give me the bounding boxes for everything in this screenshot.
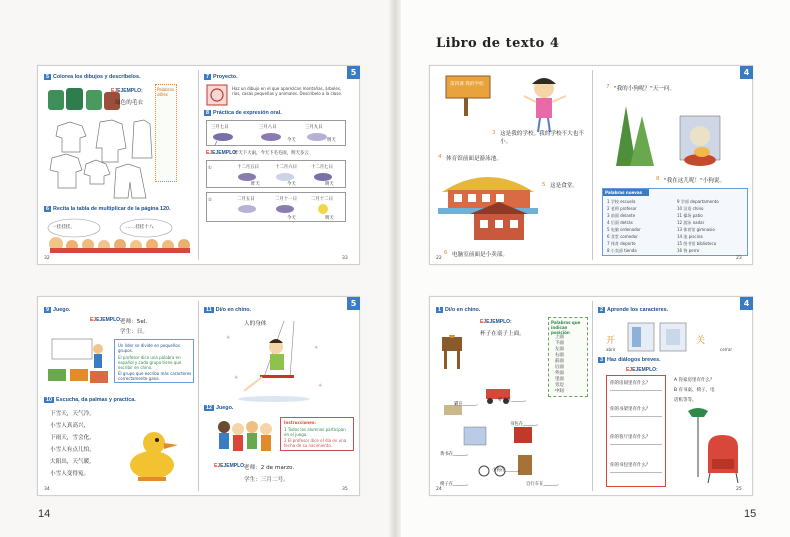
weather-label: 今天 bbox=[287, 216, 296, 221]
section-11-heading: 11 Di/o en chino. bbox=[206, 307, 252, 313]
speech-bubble-2: ……挂挂十八 bbox=[126, 225, 154, 230]
line-6: 电脑室前面是小卖部。 bbox=[452, 252, 508, 258]
vocab-word: 左面 bbox=[555, 347, 564, 352]
open-close-illustrations bbox=[626, 321, 722, 353]
page-number-right: 15 bbox=[744, 508, 757, 520]
dog-and-plants-illustration bbox=[606, 96, 736, 174]
page-number-left: 14 bbox=[38, 508, 51, 520]
vocab-right-4: 13 体育馆 gimnasio bbox=[677, 227, 715, 232]
vocab-word: 前面 bbox=[555, 359, 564, 364]
svg-text:✳: ✳ bbox=[226, 335, 231, 341]
example-text: 绿色的毛衣 bbox=[115, 100, 143, 106]
section-7-heading: 7 Proyecto. bbox=[206, 74, 238, 80]
ejemplo-2-text: 昨天下大雨，今天下毛毛雨，明天多云 bbox=[234, 151, 309, 156]
children-group-illustration bbox=[214, 415, 274, 457]
example-text: 杯子在桌子上面。 bbox=[480, 331, 525, 337]
vocab-right-1: 10 汉语 chino bbox=[677, 206, 704, 211]
blank-3: 书包在______。 bbox=[510, 422, 541, 427]
section-2-heading: 2 Aprende los caracteres. bbox=[600, 307, 669, 313]
vocab-right-3: 12 游泳 nadar bbox=[677, 220, 705, 225]
vocab-word: 上面 bbox=[555, 335, 564, 340]
blank-5: 小狗在______。 bbox=[492, 468, 523, 473]
char-open: 开 bbox=[606, 336, 616, 346]
poem-line-4: 小雪人有点儿怕， bbox=[50, 447, 95, 453]
page-divider bbox=[592, 70, 593, 260]
vocab-right-2: 11 操场 patio bbox=[677, 213, 703, 218]
poem-line-3: 下雨天，雪会化， bbox=[50, 435, 95, 441]
weather-icons-row-1 bbox=[211, 131, 341, 145]
sec6-marker: 6 bbox=[444, 250, 448, 256]
stamp-drawing-icon bbox=[206, 84, 228, 106]
ejemplo-label: EJEJEMPLO: bbox=[111, 88, 143, 94]
calendar-row-3 bbox=[206, 192, 346, 222]
vocab-left-5: 6 食堂 comedor bbox=[607, 234, 638, 239]
thumbnail-top-left bbox=[37, 65, 360, 265]
vocab-box bbox=[155, 84, 177, 182]
thumbnail-bottom-left bbox=[37, 296, 360, 496]
vocab-left-0: 1 学校 escuela bbox=[607, 199, 636, 204]
weather-label: 明天 bbox=[325, 182, 334, 187]
question-4: 你的书包里有什么？ bbox=[610, 463, 651, 468]
classroom-illustration bbox=[46, 337, 110, 387]
ejemplo-label: EJEJEMPLO: bbox=[90, 317, 122, 323]
example-line-2: 学生：日。 bbox=[120, 329, 148, 335]
vocab-title: Palabras que indican posición bbox=[551, 320, 581, 335]
ejemplo-label-2: EJEJEMPLO: bbox=[626, 367, 658, 373]
vocab-left-1: 2 老师 profesor bbox=[607, 206, 637, 211]
poem-line-2: 小雪人真高兴， bbox=[50, 423, 90, 429]
vocab-left-4: 5 电脑 ordenador bbox=[607, 227, 641, 232]
clothes-outline-drawings bbox=[48, 118, 154, 204]
inner-page-number: 35 bbox=[342, 487, 348, 492]
inner-page-number: 24 bbox=[436, 487, 442, 492]
svg-text:✳: ✳ bbox=[234, 375, 239, 381]
example-3-line-1: 老师：2 de marzo. bbox=[244, 465, 295, 471]
girl-on-swing-illustration bbox=[214, 319, 334, 403]
section-6-heading: 6 Recita la tabla de multiplicar de la página 120. bbox=[46, 206, 171, 212]
page-divider bbox=[198, 301, 199, 491]
page-divider bbox=[198, 70, 199, 260]
vocab-word: 外面 bbox=[555, 371, 564, 376]
inner-page-number: 23 bbox=[736, 256, 742, 261]
vocab-word: 里面 bbox=[555, 377, 564, 382]
line-5: 这是食堂。 bbox=[550, 183, 578, 189]
girl-illustration bbox=[522, 74, 572, 134]
instruction-3: El grupo que escriba más caracteres correctamente gana. bbox=[118, 371, 192, 381]
poem-line-6: 小雪人变得冤。 bbox=[50, 471, 90, 477]
vocab-right-0: 9 学部 departamento bbox=[677, 199, 719, 204]
question-1: 你的房间里有什么？ bbox=[610, 381, 651, 386]
char-close: 关 bbox=[696, 336, 706, 346]
inner-page-number: 25 bbox=[736, 487, 742, 492]
vocab-left-3: 4 后面 detrás bbox=[607, 220, 633, 225]
vocab-left-7: 8 小卖部 tienda bbox=[607, 248, 637, 253]
date-cell: 三月八日 bbox=[259, 125, 277, 130]
close-es: cerrar bbox=[720, 347, 732, 352]
example-3-line-2: 学生：三月二号。 bbox=[244, 477, 289, 483]
duck-illustration bbox=[120, 425, 184, 483]
vocab-right-6: 15 图书馆 biblioteca bbox=[677, 241, 717, 246]
weather-label: 今天 bbox=[287, 182, 296, 187]
blank-7: 自行车在______。 bbox=[526, 482, 562, 487]
section-12-heading: 12 Juego. bbox=[206, 405, 234, 411]
inner-page-number: 33 bbox=[342, 256, 348, 261]
speech-bubble-1: 一挂挂挂、 bbox=[52, 225, 75, 230]
instruction-2: El profesor dice una palabra en español y cada grupo tiene que escribir en chino. bbox=[118, 355, 182, 370]
blank-4: 黄书在______。 bbox=[440, 452, 471, 457]
vocab-word: 旁边 bbox=[555, 383, 564, 388]
question-3: 你的客厅里有什么？ bbox=[610, 435, 651, 440]
thumbnail-bottom-right bbox=[429, 296, 753, 496]
date-cell: 十二月七日 bbox=[311, 165, 333, 170]
weather-label: 昨天 bbox=[251, 182, 260, 187]
school-sign-illustration bbox=[444, 72, 494, 116]
game-instructions-title: Instrucciones: bbox=[284, 420, 316, 425]
game-instruction-2: 2 El profesor dice el día en una fecha de su nacimiento. bbox=[284, 438, 347, 448]
ejemplo-label: EJEJEMPLO: bbox=[480, 319, 512, 325]
unit-tab: 4 bbox=[740, 297, 753, 310]
vocab-title: Palabras nuevas bbox=[605, 190, 642, 195]
vocab-word: 后面 bbox=[555, 365, 564, 370]
instructions-box bbox=[114, 339, 194, 383]
blank-6: 椅子在______。 bbox=[440, 482, 471, 487]
answer-line-1: A 你家房里有什么？ bbox=[674, 378, 715, 383]
section-3-heading: 3 Haz diálogos breves. bbox=[600, 357, 661, 363]
weather-label: 明天 bbox=[327, 138, 336, 143]
row-marker-2: ② bbox=[208, 198, 212, 203]
section-5-heading: 5 Colorea los dibujos y descríbelos. bbox=[46, 74, 141, 80]
position-vocab-box bbox=[548, 317, 588, 397]
vocab-right-5: 14 池 piscina bbox=[677, 234, 703, 239]
question-2: 你的书架里有什么？ bbox=[610, 407, 651, 412]
book-gutter bbox=[389, 0, 401, 537]
section-10-heading: 10 Escucha, da palmas y practica. bbox=[46, 397, 136, 403]
inner-page-number: 34 bbox=[44, 487, 50, 492]
vocab-word: 右面 bbox=[555, 353, 564, 358]
section-9-heading: 9 Juego. bbox=[46, 307, 71, 313]
unit-tab: 4 bbox=[740, 66, 753, 79]
children-reciting-illustration bbox=[46, 214, 192, 254]
vocab-title: Palabras útiles bbox=[157, 87, 174, 97]
date-cell: 三月七日 bbox=[211, 125, 229, 130]
cafeteria-building-illustration bbox=[470, 202, 528, 242]
open-es: abrir bbox=[606, 347, 616, 352]
svg-text:✳: ✳ bbox=[314, 345, 319, 351]
sec7-marker: 7 bbox=[606, 84, 610, 90]
ejemplo-label-2: EJEJEMPLO: bbox=[214, 463, 246, 469]
thumbnail-top-right bbox=[429, 65, 753, 265]
proyecto-text: Haz un dibujo en el que aparezcan montañas, árboles, ríos, casas pequeñas y animales. Descríbelo a la clase. bbox=[232, 86, 343, 96]
game-instruction-1: 1 Todos los alumnos participan en el juego. bbox=[284, 427, 346, 437]
objects-illustration bbox=[436, 335, 546, 485]
weather-label: 明天 bbox=[325, 216, 334, 221]
answer-line-3: 话机等等。 bbox=[674, 398, 697, 403]
vocab-word: 下面 bbox=[555, 341, 564, 346]
section-8-heading: 8 Práctica de expresión oral. bbox=[206, 110, 282, 116]
date-cell: 二月十一日 bbox=[275, 197, 297, 202]
poem-line-5: 大阳出，天气暖， bbox=[50, 459, 95, 465]
sec3-marker: 3 bbox=[492, 130, 496, 136]
unit-tab: 5 bbox=[347, 66, 360, 79]
date-cell: 十二月六日 bbox=[275, 165, 297, 170]
line-8: "我在这儿呢！"小狗说。 bbox=[664, 178, 726, 184]
blank-1: 猫在______。 bbox=[454, 402, 481, 407]
instruction-1: Un líder se divide en pequeños grupos. bbox=[118, 343, 180, 353]
vocab-panel bbox=[602, 188, 748, 256]
section-1-heading: 1 Dí/o en chino. bbox=[438, 307, 481, 313]
date-cell: 十二月五日 bbox=[237, 165, 259, 170]
sec5-marker: 5 bbox=[542, 182, 546, 188]
vocab-left-2: 3 前面 delante bbox=[607, 213, 636, 218]
poem-line-1: 下雪天，天气冷， bbox=[50, 411, 95, 417]
school-sign-text: 第四课 我的学校 bbox=[450, 82, 484, 87]
sec4-marker: 4 bbox=[438, 154, 442, 160]
questions-box bbox=[606, 375, 666, 487]
weather-label: 今天 bbox=[287, 138, 296, 143]
line-3: 这是我的学校。我的学校不大也不小。 bbox=[500, 131, 584, 145]
game-instructions-box bbox=[280, 417, 354, 451]
answer-line-2: B 有书桌、椅子、电 bbox=[674, 388, 715, 393]
ejemplo-label-2: EJEJEMPLO: bbox=[206, 150, 238, 156]
date-cell: 二月十二日 bbox=[311, 197, 333, 202]
unit-tab: 5 bbox=[347, 297, 360, 310]
blank-2: 杯子在______。 bbox=[498, 398, 529, 403]
armchair-and-lamp-illustration bbox=[678, 407, 748, 489]
calendar-row-2 bbox=[206, 160, 346, 188]
date-cell: 三月九日 bbox=[305, 125, 323, 130]
line-7: "我的小狗呢？"天一问。 bbox=[614, 86, 676, 92]
vocab-left-6: 7 体育 deporte bbox=[607, 241, 636, 246]
vocab-right-7: 16 狗 perro bbox=[677, 248, 700, 253]
row-marker-1: ① bbox=[208, 166, 212, 171]
inner-page-number: 22 bbox=[436, 256, 442, 261]
vocab-word: 中间 bbox=[555, 389, 564, 394]
body-title: 人的身体 bbox=[244, 321, 267, 327]
inner-page-number: 32 bbox=[44, 256, 50, 261]
date-cell: 二月五日 bbox=[237, 197, 255, 202]
calendar-row-1 bbox=[206, 120, 346, 146]
line-4: 体育馆前面是游泳池。 bbox=[446, 156, 502, 162]
svg-text:✳: ✳ bbox=[318, 383, 323, 389]
example-line-1: 老师：5el. bbox=[120, 319, 148, 325]
book-title: Libro de texto 4 bbox=[436, 36, 560, 51]
sec8-marker: 8 bbox=[656, 176, 660, 182]
page-divider bbox=[592, 301, 593, 491]
